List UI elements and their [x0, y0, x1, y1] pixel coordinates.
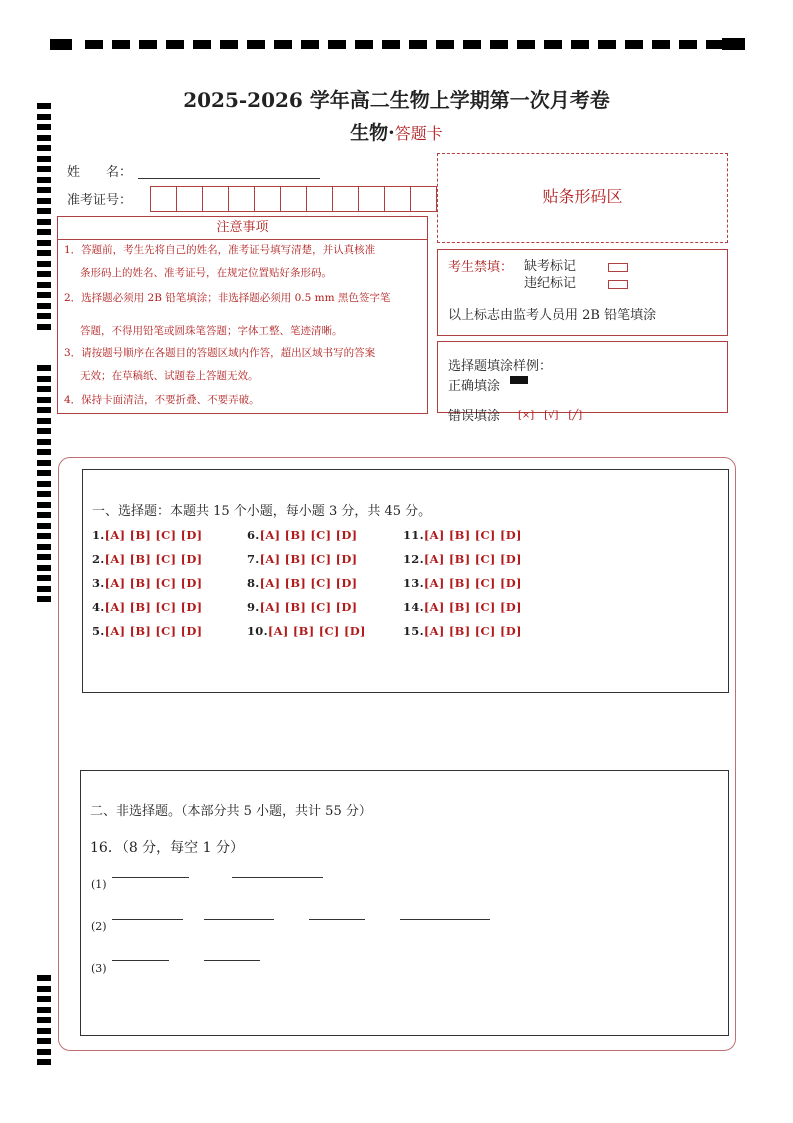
answer-blank[interactable] [112, 960, 169, 961]
answer-options[interactable]: [A] [B] [C] [D] [104, 552, 203, 566]
violation-mark[interactable] [608, 280, 628, 289]
barcode-area [437, 153, 728, 243]
question-number: 14. [403, 600, 424, 614]
question-number: 3. [92, 576, 105, 590]
choice-question-3[interactable] [92, 576, 202, 590]
choice-question-2[interactable] [92, 552, 202, 566]
choice-question-12[interactable] [403, 552, 522, 566]
correct-fill-sample [510, 376, 528, 384]
id-digit-cell[interactable] [280, 186, 307, 212]
id-digit-cell[interactable] [410, 186, 437, 212]
answer-blank[interactable] [112, 877, 189, 878]
answer-blank[interactable] [400, 919, 490, 920]
id-number-grid[interactable] [151, 186, 437, 210]
answer-blank[interactable] [309, 919, 365, 920]
answer-options[interactable]: [A] [B] [C] [D] [267, 624, 366, 638]
answer-options[interactable]: [A] [B] [C] [D] [104, 576, 203, 590]
choice-question-13[interactable] [403, 576, 522, 590]
absent-label: 缺考标记 [524, 259, 577, 274]
violation-label: 违纪标记 [524, 276, 577, 291]
answer-options[interactable]: [A] [B] [C] [D] [104, 624, 203, 638]
question-number: 6. [247, 528, 260, 542]
answer-options[interactable]: [A] [B] [C] [D] [104, 600, 203, 614]
barcode-label: 贴条形码区 [542, 187, 623, 206]
question-number: 15. [403, 624, 424, 638]
id-digit-cell[interactable] [358, 186, 385, 212]
answer-options[interactable]: [A] [B] [C] [D] [423, 528, 522, 542]
notice-line: 1．答题前，考生先将自己的姓名，准考证号填写清楚，并认真核准 [64, 244, 376, 256]
notice-line: 条形码上的姓名、准考证号，在规定位置贴好条形码。 [80, 267, 332, 279]
choice-section-title: 一、选择题：本题共 15 个小题，每小题 3 分，共 45 分。 [92, 504, 432, 519]
answer-options[interactable]: [A] [B] [C] [D] [423, 552, 522, 566]
part-1-label: (1) [91, 878, 107, 891]
wrong-fill-samples: [×] [√] [╱] [518, 410, 583, 421]
question-number: 9. [247, 600, 260, 614]
notice-title: 注意事项 [58, 217, 427, 240]
card-label: 答题卡 [394, 124, 443, 143]
id-digit-cell[interactable] [150, 186, 177, 212]
id-digit-cell[interactable] [254, 186, 281, 212]
notice-line: 4．保持卡面清洁，不要折叠、不要弄破。 [64, 394, 260, 406]
example-title: 选择题填涂样例： [448, 359, 553, 374]
answer-blank[interactable] [112, 919, 183, 920]
choice-question-4[interactable] [92, 600, 202, 614]
name-label: 姓 名： [67, 165, 133, 180]
wrong-label: 错误填涂 [448, 409, 501, 424]
exam-title: 2025-2026 学年高二生物上学期第一次月考卷 [183, 88, 610, 112]
id-digit-cell[interactable] [332, 186, 359, 212]
choice-question-5[interactable] [92, 624, 202, 638]
answer-blank[interactable] [204, 919, 274, 920]
free-response-title: 二、非选择题。（本部分共 5 小题，共计 55 分） [90, 804, 372, 819]
choice-question-14[interactable] [403, 600, 522, 614]
subject-label: 生物· [350, 122, 395, 144]
id-label: 准考证号： [67, 193, 133, 208]
question-number: 5. [92, 624, 105, 638]
question-number: 10. [247, 624, 268, 638]
notice-box [57, 216, 428, 414]
id-digit-cell[interactable] [202, 186, 229, 212]
choice-question-1[interactable] [92, 528, 202, 542]
choice-question-9[interactable] [247, 600, 357, 614]
answer-blank[interactable] [204, 960, 260, 961]
choice-question-15[interactable] [403, 624, 522, 638]
exam-subtitle [0, 118, 793, 145]
part-2-label: (2) [91, 920, 107, 933]
choice-question-6[interactable] [247, 528, 357, 542]
notice-line: 答题，不得用铅笔或圆珠笔答题；字体工整、笔迹清晰。 [80, 325, 343, 337]
timing-marks-left [37, 0, 51, 1123]
question-number: 1. [92, 528, 105, 542]
question-number: 12. [403, 552, 424, 566]
choice-question-11[interactable] [403, 528, 522, 542]
forbidden-label: 考生禁填： [448, 260, 514, 275]
part-3-label: (3) [91, 962, 107, 975]
answer-options[interactable]: [A] [B] [C] [D] [423, 600, 522, 614]
id-digit-cell[interactable] [176, 186, 203, 212]
notice-line: 无效；在草稿纸、试题卷上答题无效。 [80, 370, 259, 382]
choice-question-7[interactable] [247, 552, 357, 566]
question-number: 11. [403, 528, 424, 542]
question-number: 7. [247, 552, 260, 566]
notice-line: 3．请按题号顺序在各题目的答题区域内作答，超出区域书写的答案 [64, 347, 376, 359]
correct-label: 正确填涂 [448, 379, 501, 394]
notice-line: 2．选择题必须用 2B 铅笔填涂；非选择题必须用 0.5 mm 黑色签字笔 [64, 292, 391, 304]
forbidden-note: 以上标志由监考人员用 2B 铅笔填涂 [448, 308, 657, 323]
name-field[interactable] [138, 178, 320, 179]
answer-options[interactable]: [A] [B] [C] [D] [259, 576, 358, 590]
question-number: 4. [92, 600, 105, 614]
choice-section [82, 469, 729, 693]
choice-question-10[interactable] [247, 624, 366, 638]
id-digit-cell[interactable] [228, 186, 255, 212]
answer-options[interactable]: [A] [B] [C] [D] [423, 576, 522, 590]
id-digit-cell[interactable] [306, 186, 333, 212]
answer-options[interactable]: [A] [B] [C] [D] [259, 552, 358, 566]
answer-options[interactable]: [A] [B] [C] [D] [104, 528, 203, 542]
question-number: 8. [247, 576, 260, 590]
free-response-section [80, 770, 729, 1036]
answer-blank[interactable] [232, 877, 323, 878]
question-number: 13. [403, 576, 424, 590]
answer-options[interactable]: [A] [B] [C] [D] [259, 600, 358, 614]
question-16-title: 16．（8 分，每空 1 分） [90, 840, 244, 856]
example-box [437, 341, 728, 424]
answer-options[interactable]: [A] [B] [C] [D] [259, 528, 358, 542]
answer-options[interactable]: [A] [B] [C] [D] [423, 624, 522, 638]
timing-marks-top [50, 38, 745, 50]
id-digit-cell[interactable] [384, 186, 411, 212]
absent-mark[interactable] [608, 263, 628, 272]
choice-question-8[interactable] [247, 576, 357, 590]
question-number: 2. [92, 552, 105, 566]
forbidden-box [437, 249, 728, 336]
